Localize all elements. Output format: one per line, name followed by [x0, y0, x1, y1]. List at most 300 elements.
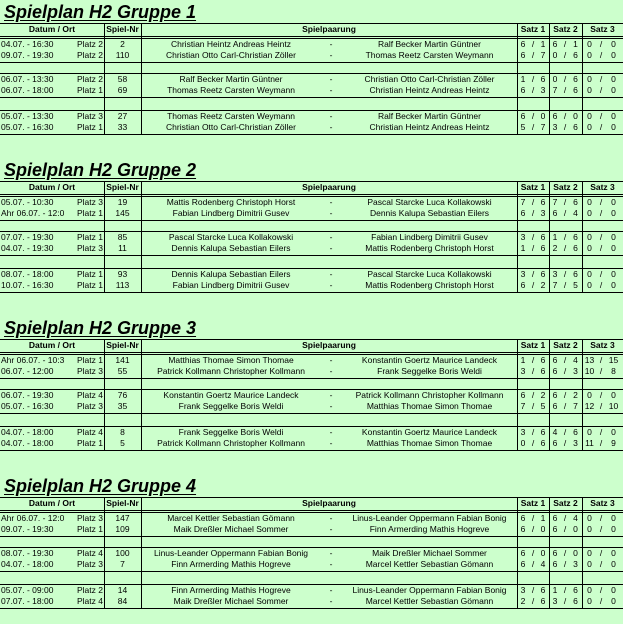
header-satz1: Satz 1	[520, 498, 546, 508]
cell-s2b: 0	[573, 548, 578, 558]
cell-s1a: 6	[520, 208, 526, 218]
cell-platz: Platz 3	[77, 366, 103, 376]
cell-platz: Platz 3	[77, 513, 103, 523]
group-2	[0, 158, 623, 308]
header-satz1: Satz 1	[520, 24, 546, 34]
cell-team1: Konstantin Goertz Maurice Landeck	[163, 390, 299, 400]
score-separator: /	[563, 585, 567, 595]
cell-team2: Ralf Becker Martin Güntner	[378, 39, 481, 49]
cell-team1: Finn Armerding Mathis Hogreve	[171, 585, 291, 595]
cell-s3a: 0	[587, 390, 592, 400]
cell-nr: 69	[117, 85, 128, 95]
score-separator: /	[531, 585, 535, 595]
score-separator: /	[531, 559, 535, 569]
header-spielpaarung: Spielpaarung	[302, 498, 356, 508]
cell-datum: 06.07. - 18:00	[1, 85, 54, 95]
cell-s3a: 0	[587, 280, 592, 290]
cell-sep: -	[329, 243, 333, 253]
cell-s1b: 3	[540, 208, 546, 218]
match-row	[0, 208, 623, 219]
cell-nr: 100	[115, 548, 130, 558]
score-separator: /	[563, 438, 567, 448]
cell-sep: -	[329, 401, 333, 411]
score-separator: /	[531, 355, 535, 365]
cell-s3b: 0	[611, 122, 616, 132]
match-row	[0, 401, 623, 412]
cell-team1: Ralf Becker Martin Güntner	[179, 74, 283, 84]
cell-nr: 85	[117, 232, 128, 242]
cell-platz: Platz 3	[77, 111, 103, 121]
cell-nr: 33	[117, 122, 128, 132]
match-row	[0, 85, 623, 96]
cell-s3b: 0	[611, 390, 616, 400]
cell-s2b: 3	[573, 366, 578, 376]
cell-s1a: 6	[520, 39, 526, 49]
cell-s1b: 6	[540, 232, 546, 242]
cell-s1a: 1	[520, 74, 526, 84]
score-separator: /	[599, 39, 603, 49]
cell-team1: Christian Heintz Andreas Heintz	[170, 39, 291, 49]
cell-s3a: 0	[587, 232, 592, 242]
cell-s2b: 6	[573, 50, 578, 60]
cell-sep: -	[329, 366, 333, 376]
cell-s2b: 5	[573, 280, 578, 290]
score-separator: /	[531, 39, 535, 49]
cell-s2b: 3	[573, 559, 578, 569]
cell-team2: Patrick Kollmann Christopher Kollmann	[355, 390, 504, 400]
header-datum-ort: Datum / Ort	[28, 340, 76, 350]
cell-s1a: 6	[520, 85, 526, 95]
cell-s1a: 3	[520, 366, 526, 376]
cell-s3b: 0	[611, 524, 616, 534]
cell-s3b: 0	[611, 208, 616, 218]
match-row	[0, 366, 623, 377]
cell-s2a: 6	[552, 559, 558, 569]
score-separator: /	[531, 390, 535, 400]
cell-team1: Frank Seggelke Boris Weldi	[178, 427, 284, 437]
cell-platz: Platz 4	[77, 427, 103, 437]
cell-platz: Platz 2	[77, 74, 103, 84]
cell-sep: -	[329, 232, 333, 242]
header-satz3: Satz 3	[590, 24, 615, 34]
match-row	[0, 438, 623, 449]
score-separator: /	[531, 401, 535, 411]
cell-s1a: 5	[520, 122, 526, 132]
header-datum-ort: Datum / Ort	[28, 24, 76, 34]
match-row	[0, 122, 623, 133]
cell-s2b: 3	[573, 438, 578, 448]
cell-datum: 09.07. - 19:30	[1, 50, 54, 60]
table-header	[0, 340, 623, 351]
cell-s1b: 6	[540, 355, 546, 365]
cell-datum: 04.07. - 16:30	[1, 39, 54, 49]
cell-s1b: 2	[540, 280, 546, 290]
cell-s3b: 0	[611, 280, 616, 290]
cell-datum: 09.07. - 19:30	[1, 524, 54, 534]
cell-team2: Ralf Becker Martin Güntner	[378, 111, 481, 121]
score-separator: /	[599, 269, 603, 279]
group-title: Spielplan H2 Gruppe 1	[4, 2, 197, 22]
match-row	[0, 74, 623, 85]
cell-sep: -	[329, 390, 333, 400]
cell-sep: -	[329, 355, 333, 365]
cell-s1a: 6	[520, 524, 526, 534]
table-header	[0, 24, 623, 35]
group-title: Spielplan H2 Gruppe 3	[4, 318, 197, 338]
score-separator: /	[531, 111, 535, 121]
cell-nr: 19	[117, 197, 128, 207]
cell-s2a: 0	[552, 50, 558, 60]
header-satz2: Satz 2	[553, 340, 578, 350]
cell-team1: Patrick Kollmann Christopher Kollmann	[157, 438, 305, 448]
cell-nr: 11	[118, 243, 127, 253]
cell-s2b: 6	[573, 585, 578, 595]
header-satz1: Satz 1	[520, 182, 546, 192]
cell-team1: Fabian Lindberg Dimitrii Gusev	[172, 208, 290, 218]
score-separator: /	[531, 280, 535, 290]
cell-team2: Matthias Thomae Simon Thomae	[366, 438, 493, 448]
cell-s2a: 6	[552, 390, 558, 400]
cell-s3b: 0	[611, 548, 616, 558]
cell-s2a: 6	[552, 438, 558, 448]
match-row	[0, 197, 623, 208]
cell-s1a: 6	[520, 280, 526, 290]
match-row	[0, 585, 623, 596]
cell-nr: 35	[117, 401, 128, 411]
header-satz3: Satz 3	[590, 182, 615, 192]
cell-s2b: 6	[573, 243, 578, 253]
cell-datum: 05.07. - 13:30	[1, 111, 54, 121]
header-satz2: Satz 2	[553, 498, 578, 508]
cell-team1: Finn Armerding Mathis Hogreve	[171, 559, 291, 569]
score-separator: /	[599, 74, 603, 84]
cell-team2: Marcel Kettler Sebastian Gömann	[365, 596, 494, 606]
cell-sep: -	[329, 427, 333, 437]
cell-s3b: 10	[608, 401, 619, 411]
cell-datum: 08.07. - 19:30	[1, 548, 54, 558]
score-separator: /	[563, 548, 567, 558]
group-title: Spielplan H2 Gruppe 4	[4, 476, 197, 496]
cell-team2: Maik Dreßler Michael Sommer	[372, 548, 487, 558]
cell-sep: -	[329, 269, 333, 279]
cell-s3a: 0	[587, 427, 592, 437]
match-row	[0, 39, 623, 50]
cell-team2: Konstantin Goertz Maurice Landeck	[361, 355, 498, 365]
header-spiel-nr: Spiel-Nr	[106, 182, 139, 192]
cell-platz: Platz 1	[77, 85, 103, 95]
cell-datum: 04.07. - 18:00	[1, 427, 54, 437]
match-row	[0, 280, 623, 291]
cell-nr: 110	[115, 50, 130, 60]
score-separator: /	[599, 524, 603, 534]
cell-s1b: 2	[540, 390, 546, 400]
cell-s3b: 0	[611, 513, 616, 523]
cell-platz: Platz 1	[77, 355, 103, 365]
cell-team2: Linus-Leander Oppermann Fabian Bonig	[352, 513, 507, 523]
score-separator: /	[531, 197, 535, 207]
cell-sep: -	[329, 197, 333, 207]
group-1	[0, 0, 623, 150]
cell-platz: Platz 1	[77, 524, 103, 534]
cell-s3a: 0	[587, 85, 592, 95]
cell-s2a: 7	[552, 85, 558, 95]
cell-s2a: 4	[552, 427, 558, 437]
header-satz2: Satz 2	[553, 182, 578, 192]
table-header	[0, 182, 623, 193]
cell-team1: Frank Seggelke Boris Weldi	[178, 401, 284, 411]
cell-team2: Fabian Lindberg Dimitrii Gusev	[371, 232, 488, 242]
cell-s2b: 4	[573, 355, 578, 365]
cell-s2a: 1	[552, 232, 558, 242]
cell-s3a: 0	[587, 39, 592, 49]
cell-team2: Dennis Kalupa Sebastian Eilers	[369, 208, 490, 218]
cell-team2: Pascal Starcke Luca Kollakowski	[367, 269, 492, 279]
cell-nr: 84	[117, 596, 128, 606]
cell-s2a: 6	[552, 355, 558, 365]
cell-team1: Pascal Starcke Luca Kollakowski	[168, 232, 294, 242]
cell-platz: Platz 3	[77, 197, 103, 207]
header-satz3: Satz 3	[590, 498, 615, 508]
score-separator: /	[563, 85, 567, 95]
cell-datum: 06.07. - 13:30	[1, 74, 54, 84]
score-separator: /	[531, 513, 535, 523]
group-4	[0, 474, 623, 624]
score-separator: /	[599, 355, 603, 365]
score-separator: /	[531, 269, 535, 279]
score-separator: /	[563, 366, 567, 376]
cell-sep: -	[329, 39, 333, 49]
cell-platz: Platz 4	[77, 390, 103, 400]
score-separator: /	[599, 50, 603, 60]
score-separator: /	[531, 232, 535, 242]
cell-s2b: 6	[573, 122, 578, 132]
cell-s3b: 0	[611, 111, 616, 121]
cell-sep: -	[329, 122, 333, 132]
cell-s3a: 12	[584, 401, 595, 411]
score-separator: /	[599, 390, 603, 400]
cell-team2: Christian Heintz Andreas Heintz	[369, 85, 490, 95]
cell-s1a: 3	[520, 269, 526, 279]
cell-s1a: 3	[520, 585, 526, 595]
cell-platz: Platz 1	[77, 269, 103, 279]
cell-sep: -	[329, 208, 333, 218]
cell-platz: Platz 2	[77, 50, 103, 60]
header-datum-ort: Datum / Ort	[28, 498, 76, 508]
cell-s1b: 6	[540, 366, 546, 376]
cell-nr: 145	[115, 208, 130, 218]
cell-nr: 109	[115, 524, 130, 534]
cell-s3a: 0	[587, 111, 592, 121]
score-separator: /	[531, 596, 535, 606]
score-separator: /	[563, 355, 567, 365]
cell-s3b: 0	[611, 232, 616, 242]
cell-s2a: 0	[552, 74, 558, 84]
score-separator: /	[599, 585, 603, 595]
cell-nr: 55	[117, 366, 128, 376]
score-separator: /	[599, 208, 603, 218]
match-row	[0, 232, 623, 243]
cell-team1: Marcel Kettler Sebastian Gömann	[167, 513, 295, 523]
cell-datum: 05.07. - 16:30	[1, 122, 54, 132]
cell-s3a: 0	[587, 208, 592, 218]
cell-s1a: 1	[520, 243, 526, 253]
cell-s1a: 6	[520, 559, 526, 569]
cell-sep: -	[329, 74, 333, 84]
cell-s1b: 1	[540, 39, 546, 49]
cell-s1a: 6	[520, 50, 526, 60]
cell-nr: 27	[117, 111, 128, 121]
cell-team2: Finn Armerding Mathis Hogreve	[369, 524, 490, 534]
cell-s1b: 6	[540, 427, 546, 437]
header-satz1: Satz 1	[520, 340, 546, 350]
cell-s2a: 3	[552, 122, 558, 132]
cell-s3b: 0	[611, 427, 616, 437]
header-datum-ort: Datum / Ort	[28, 182, 76, 192]
cell-s3b: 0	[611, 559, 616, 569]
score-separator: /	[599, 197, 603, 207]
cell-s1a: 1	[520, 355, 526, 365]
cell-s2b: 6	[573, 197, 578, 207]
match-row	[0, 427, 623, 438]
cell-s1b: 7	[540, 122, 546, 132]
score-separator: /	[563, 39, 567, 49]
cell-datum: 05.07. - 16:30	[1, 401, 54, 411]
cell-datum: 04.07. - 18:00	[1, 559, 54, 569]
table-header	[0, 498, 623, 509]
score-separator: /	[531, 50, 535, 60]
header-spiel-nr: Spiel-Nr	[106, 24, 139, 34]
cell-platz: Platz 1	[77, 438, 103, 448]
cell-s3b: 0	[611, 585, 616, 595]
cell-datum: 05.07. - 09:00	[1, 585, 54, 595]
cell-team2: Konstantin Goertz Maurice Landeck	[361, 427, 498, 437]
cell-sep: -	[329, 548, 333, 558]
cell-nr: 93	[117, 269, 128, 279]
cell-s2b: 6	[573, 232, 578, 242]
cell-team2: Linus-Leander Oppermann Fabian Bonig	[352, 585, 507, 595]
cell-team2: Christian Otto Carl-Christian Zöller	[364, 74, 495, 84]
match-row	[0, 111, 623, 122]
cell-team1: Matthias Thomae Simon Thomae	[168, 355, 294, 365]
score-separator: /	[563, 427, 567, 437]
score-separator: /	[531, 208, 535, 218]
cell-team1: Thomas Reetz Carsten Weymann	[167, 111, 295, 121]
cell-s3a: 0	[587, 548, 592, 558]
cell-s1b: 6	[540, 596, 546, 606]
cell-s2a: 6	[552, 548, 558, 558]
cell-s2a: 6	[552, 366, 558, 376]
cell-s1b: 7	[540, 50, 546, 60]
cell-team2: Marcel Kettler Sebastian Gömann	[365, 559, 494, 569]
cell-s2a: 1	[552, 585, 558, 595]
cell-team2: Mattis Rodenberg Christoph Horst	[365, 280, 494, 290]
score-separator: /	[563, 74, 567, 84]
cell-platz: Platz 1	[77, 208, 103, 218]
cell-s3a: 0	[587, 524, 592, 534]
cell-platz: Platz 4	[77, 548, 103, 558]
score-separator: /	[599, 85, 603, 95]
cell-nr: 14	[117, 585, 128, 595]
score-separator: /	[599, 438, 603, 448]
cell-nr: 5	[120, 438, 125, 448]
cell-s2b: 4	[573, 513, 578, 523]
cell-sep: -	[329, 111, 333, 121]
cell-s2b: 6	[573, 427, 578, 437]
cell-s3a: 0	[587, 50, 592, 60]
cell-platz: Platz 1	[77, 280, 103, 290]
score-separator: /	[599, 427, 603, 437]
cell-sep: -	[329, 585, 333, 595]
cell-s1a: 6	[520, 513, 526, 523]
match-row	[0, 390, 623, 401]
cell-s1b: 0	[540, 548, 546, 558]
cell-nr: 141	[115, 355, 130, 365]
cell-s2a: 2	[552, 243, 558, 253]
group-title: Spielplan H2 Gruppe 2	[4, 160, 197, 180]
match-row	[0, 513, 623, 524]
cell-s1b: 6	[540, 585, 546, 595]
cell-s3a: 0	[587, 197, 592, 207]
cell-s2b: 2	[573, 390, 578, 400]
cell-sep: -	[329, 280, 333, 290]
header-spielpaarung: Spielpaarung	[302, 182, 356, 192]
cell-s2a: 6	[552, 401, 558, 411]
cell-s3b: 0	[611, 39, 616, 49]
cell-platz: Platz 2	[77, 585, 103, 595]
cell-s3a: 11	[585, 438, 594, 448]
cell-sep: -	[329, 513, 333, 523]
header-spielpaarung: Spielpaarung	[302, 340, 356, 350]
cell-nr: 113	[115, 280, 130, 290]
cell-nr: 2	[120, 39, 125, 49]
header-spiel-nr: Spiel-Nr	[106, 498, 139, 508]
score-separator: /	[563, 122, 567, 132]
cell-s3b: 0	[611, 197, 616, 207]
cell-nr: 147	[115, 513, 130, 523]
cell-platz: Platz 1	[77, 232, 103, 242]
cell-s1b: 0	[540, 111, 546, 121]
cell-nr: 76	[117, 390, 128, 400]
cell-datum: 07.07. - 18:00	[1, 596, 54, 606]
score-separator: /	[563, 280, 567, 290]
score-separator: /	[599, 232, 603, 242]
cell-team1: Linus-Leander Oppermann Fabian Bonig	[153, 548, 309, 558]
match-row	[0, 559, 623, 570]
cell-s3a: 0	[587, 74, 592, 84]
cell-s3a: 0	[587, 513, 592, 523]
cell-platz: Platz 4	[77, 596, 103, 606]
score-separator: /	[531, 243, 535, 253]
cell-s3a: 0	[587, 559, 592, 569]
cell-s1a: 2	[520, 596, 526, 606]
cell-datum: 06.07. - 12:00	[1, 366, 54, 376]
cell-platz: Platz 2	[77, 39, 103, 49]
cell-datum: 10.07. - 16:30	[1, 280, 54, 290]
score-separator: /	[563, 197, 567, 207]
cell-s3a: 0	[587, 585, 592, 595]
score-separator: /	[599, 548, 603, 558]
cell-sep: -	[329, 438, 333, 448]
cell-s2b: 6	[573, 74, 578, 84]
cell-s1a: 6	[520, 111, 526, 121]
cell-s3b: 0	[611, 74, 616, 84]
score-separator: /	[563, 111, 567, 121]
score-separator: /	[599, 122, 603, 132]
score-separator: /	[599, 111, 603, 121]
header-satz2: Satz 2	[553, 24, 578, 34]
cell-sep: -	[329, 596, 333, 606]
cell-sep: -	[329, 559, 333, 569]
